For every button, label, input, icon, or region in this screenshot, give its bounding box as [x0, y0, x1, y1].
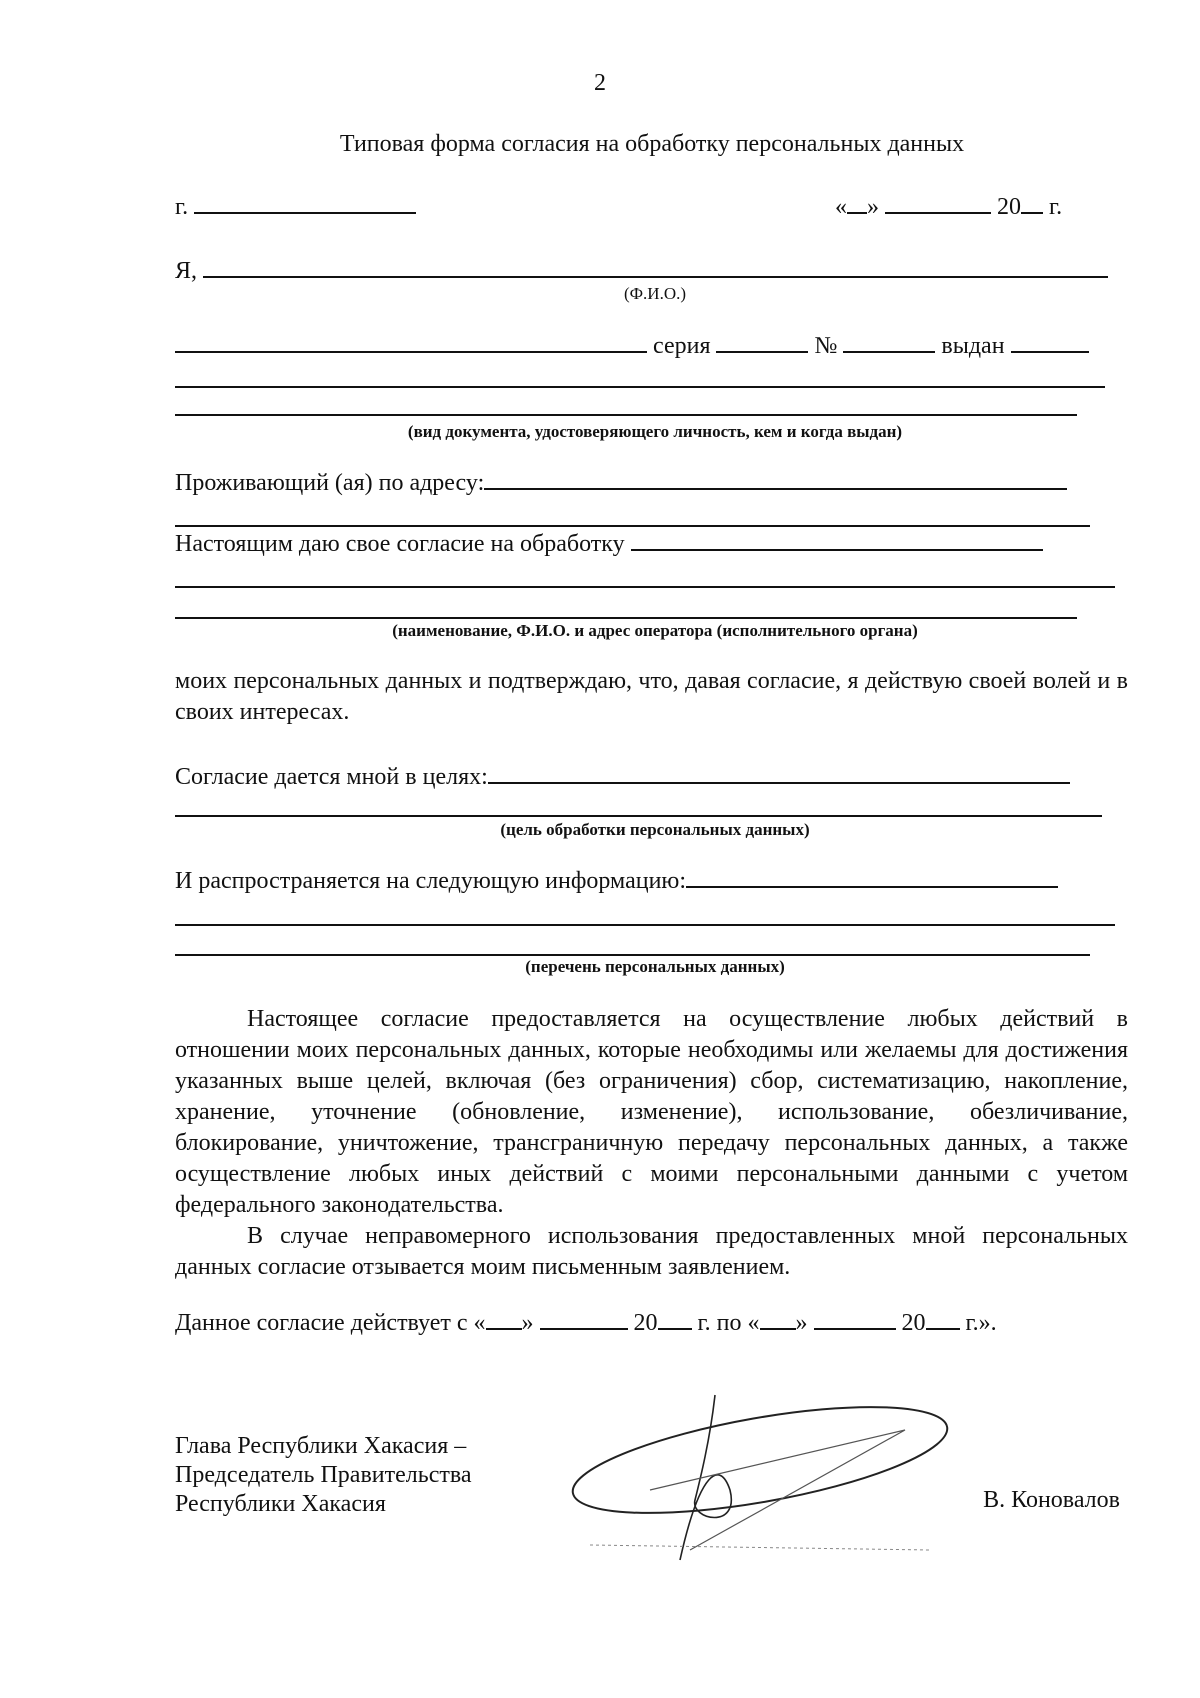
signature-image: [550, 1380, 970, 1580]
number-label: №: [814, 333, 838, 359]
city-line: [175, 190, 416, 221]
consent-line: [175, 527, 1043, 558]
city-field[interactable]: [194, 190, 416, 214]
city-label: г.: [175, 194, 189, 220]
number-field[interactable]: [843, 329, 935, 353]
end-year-field[interactable]: [926, 1306, 960, 1330]
year-prefix: 20: [997, 194, 1021, 220]
ya-label: Я,: [175, 258, 198, 284]
fio-caption: (Ф.И.О.): [623, 284, 687, 303]
validity-prefix: Данное согласие действует с «: [175, 1310, 486, 1336]
signatory-name: В. Коновалов: [983, 1487, 1120, 1513]
purpose-label: Согласие дается мной в целях:: [175, 764, 488, 790]
end-month-field[interactable]: [814, 1306, 896, 1330]
purpose-caption: (цель обработки персональных данных): [500, 820, 810, 839]
operator-field-line-3[interactable]: [175, 617, 1077, 619]
address-label: Проживающий (ая) по адресу:: [175, 470, 485, 496]
page-number: 2: [594, 70, 606, 96]
document-caption: (вид документа, удостоверяющего личность, кем и когда выдан): [407, 422, 903, 441]
address-line: [175, 466, 1067, 497]
purpose-field-line-2[interactable]: [175, 815, 1102, 817]
end-day-field[interactable]: [760, 1306, 796, 1330]
signatory-line-1: Глава Республики Хакасия –: [175, 1433, 467, 1459]
start-month-field[interactable]: [540, 1306, 628, 1330]
address-field[interactable]: [484, 466, 1067, 490]
day-field[interactable]: [847, 190, 867, 214]
date-line: [835, 190, 1062, 221]
validity-mid: г. по «: [697, 1310, 760, 1336]
document-title: Типовая форма согласия на обработку персональных данных: [339, 131, 965, 157]
info-field[interactable]: [686, 864, 1058, 888]
issued-field[interactable]: [1011, 329, 1089, 353]
series-field[interactable]: [716, 329, 808, 353]
start-day-field[interactable]: [486, 1306, 522, 1330]
fio-line: [175, 254, 1108, 285]
validity-line: [175, 1306, 997, 1337]
will-statement: моих персональных данных и подтверждаю, что, давая согласие, я действую своей волей и в своих интересах.: [175, 668, 1128, 725]
purpose-line: [175, 760, 1070, 791]
document-line: [175, 329, 1089, 360]
signatory-line-3: Республики Хакасия: [175, 1491, 386, 1517]
year-suffix: г.: [1049, 194, 1063, 220]
signatory-title: [175, 1432, 472, 1519]
fio-field[interactable]: [203, 254, 1108, 278]
quote-close: »: [867, 194, 879, 220]
year-field[interactable]: [1021, 190, 1043, 214]
consent-paragraph-1: Настоящее согласие предоставляется на осуществление любых действий в отношении моих персональных данных, которые необходимы или желаемы для достижения указанных выше целей, включая (без ограничения) сбор, систематизацию, накопление, хранение, уточнение (обновление, изменение), использование, обезличивание, блокирование, уничтожение, трансграничную передачу персональных данных, а также осуществление любых иных действий с моими персональными данными с учетом федерального законодательства.: [175, 1006, 1128, 1218]
document-field-line-2[interactable]: [175, 386, 1105, 388]
purpose-field[interactable]: [488, 760, 1070, 784]
info-caption: (перечень персональных данных): [525, 957, 785, 976]
operator-caption: (наименование, Ф.И.О. и адрес оператора (исполнительного органа): [392, 621, 918, 640]
month-field[interactable]: [885, 190, 991, 214]
info-label: И распространяется на следующую информацию:: [175, 868, 687, 894]
signatory-line-2: Председатель Правительства: [175, 1462, 472, 1488]
quote-open: «: [835, 194, 847, 220]
document-field-line-3[interactable]: [175, 414, 1077, 416]
operator-field-line-2[interactable]: [175, 586, 1115, 588]
end-year-prefix: 20: [901, 1310, 926, 1336]
consent-body: [175, 1004, 1128, 1283]
consent-label: Настоящим даю свое согласие на обработку: [175, 531, 625, 557]
consent-paragraph-2: В случае неправомерного использования предоставленных мной персональных данных согласие отзывается моим письменным заявлением.: [175, 1223, 1128, 1280]
quote-close-1: »: [521, 1310, 534, 1336]
series-label: серия: [653, 333, 711, 359]
document-type-field[interactable]: [175, 329, 647, 353]
issued-label: выдан: [941, 333, 1005, 359]
info-field-line-3[interactable]: [175, 954, 1090, 956]
start-year-prefix: 20: [633, 1310, 658, 1336]
info-field-line-2[interactable]: [175, 924, 1115, 926]
operator-field[interactable]: [631, 527, 1043, 551]
quote-close-2: »: [795, 1310, 808, 1336]
start-year-field[interactable]: [658, 1306, 692, 1330]
info-line: [175, 864, 1058, 895]
validity-end: г.».: [965, 1310, 997, 1336]
